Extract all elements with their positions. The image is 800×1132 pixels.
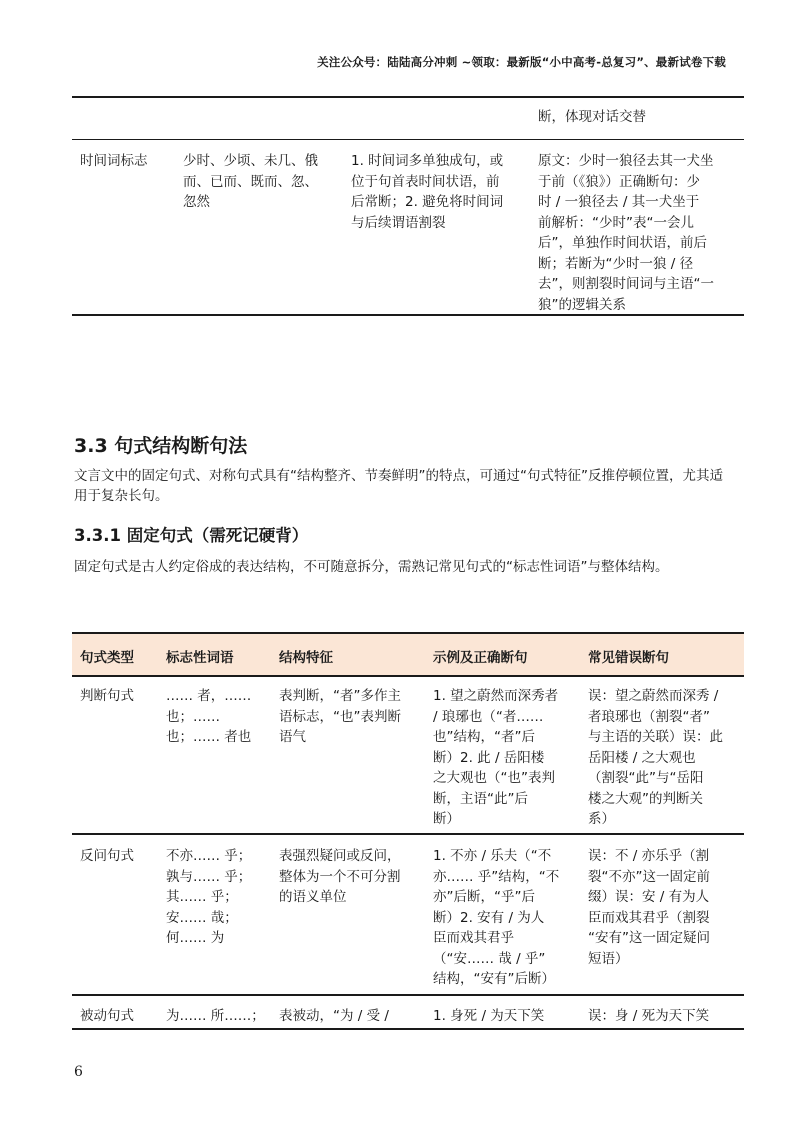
table-row-divider [72, 139, 744, 140]
table-cell-example: 1. 身死 / 为天下笑 [433, 1008, 545, 1024]
table-header-error: 常见错误断句 [588, 650, 669, 666]
table-cell-example: 1. 望之蔚然而深秀者 / 琅琊也（“者…… 也”结构，“者”后 断）2. 此 / 岳阳楼 之大观也（“也”表判 断，主语“此”后 断） [433, 688, 559, 827]
table-row-divider [72, 994, 744, 996]
table-cell-feature: 表强烈疑问或反问， 整体为一个不可分割 的语义单位 [279, 848, 401, 905]
table-header-rule [72, 675, 744, 677]
table-cell-type: 反问句式 [80, 848, 134, 864]
table-bottom-rule [72, 314, 744, 316]
table-cell-type: 时间词标志 [80, 153, 148, 169]
table-cell-error: 误：不 / 亦乐乎（割 裂“不亦”这一固定前 缀）误：安 / 有为人 臣而戏其君乎（割裂 “安有”这一固定疑问 短语） [588, 848, 710, 967]
section-title: 3.3 句式结构断句法 [74, 435, 248, 457]
table-row-divider [72, 833, 744, 835]
table-cell-words: …… 者，…… 也；…… 也；…… 者也 [166, 688, 252, 745]
table-header-type: 句式类型 [80, 650, 134, 666]
table-cell-words: 不亦…… 乎； 孰与…… 乎； 其…… 乎； 安…… 哉； 何…… 为 [166, 848, 252, 946]
table-top-rule [72, 96, 744, 98]
table-bottom-rule [72, 1028, 744, 1030]
table-cell-error: 误：望之蔚然而深秀 / 者琅琊也（割裂“者” 与主语的关联）误：此 岳阳楼 / 之大观也 （割裂“此”与“岳阳 楼之大观”的判断关 系） [588, 688, 723, 827]
subsection-title: 3.3.1 固定句式（需死记硬背） [74, 526, 309, 545]
table-cell-words: 为…… 所……； [166, 1008, 265, 1024]
table-header-words: 标志性词语 [166, 650, 234, 666]
table-cell-example-continued: 断，体现对话交替 [538, 109, 646, 125]
table-cell-example: 原文：少时一狼径去其一犬坐 于前（《狼》）正确断句：少 时 / 一狼径去 / 其一犬坐于 前解析：“少时”表“一会儿 后”，单独作时间状语，前后 断；若断为“少时一狼 / 径 去”，则割裂时间词与主语“一 狼”的逻辑关系 [538, 153, 714, 313]
section-intro: 文言文中的固定句式、对称句式具有“结构整齐、节奏鲜明”的特点，可通过“句式特征”反推停顿位置，尤其适用于复杂长句。 [74, 468, 723, 504]
page-number: 6 [74, 1064, 83, 1080]
table-cell-error: 误：身 / 死为天下笑 [588, 1008, 710, 1024]
table-header-feature: 结构特征 [279, 650, 333, 666]
table-cell-feature: 表被动，“为 / 受 / [279, 1008, 389, 1024]
table-header-example: 示例及正确断句 [433, 650, 528, 666]
table-cell-type: 判断句式 [80, 688, 134, 704]
page-header: 关注公众号：陆陆高分冲刺 ~领取：最新版“小中高考-总复习”、最新试卷下载 [317, 55, 726, 69]
table-cell-type: 被动句式 [80, 1008, 134, 1024]
subsection-intro: 固定句式是古人约定俗成的表达结构，不可随意拆分，需熟记常见句式的“标志性词语”与整体结构。 [74, 559, 669, 575]
table-top-rule [72, 632, 744, 634]
table-cell-words: 少时、少顷、未几、俄 而、已而、既而、忽、 忽然 [183, 153, 318, 210]
table-cell-feature: 1. 时间词多单独成句，或 位于句首表时间状语，前 后常断；2. 避免将时间词 与后续谓语割裂 [351, 153, 504, 231]
table-cell-feature: 表判断，“者”多作主 语标志，“也”表判断 语气 [279, 688, 401, 745]
table-cell-example: 1. 不亦 / 乐夫（“不 亦…… 乎”结构，“不 亦”后断，“乎”后 断）2. 安有 / 为人 臣而戏其君乎 （“安…… 哉 / 乎” 结构，“安有”后断） [433, 848, 560, 987]
